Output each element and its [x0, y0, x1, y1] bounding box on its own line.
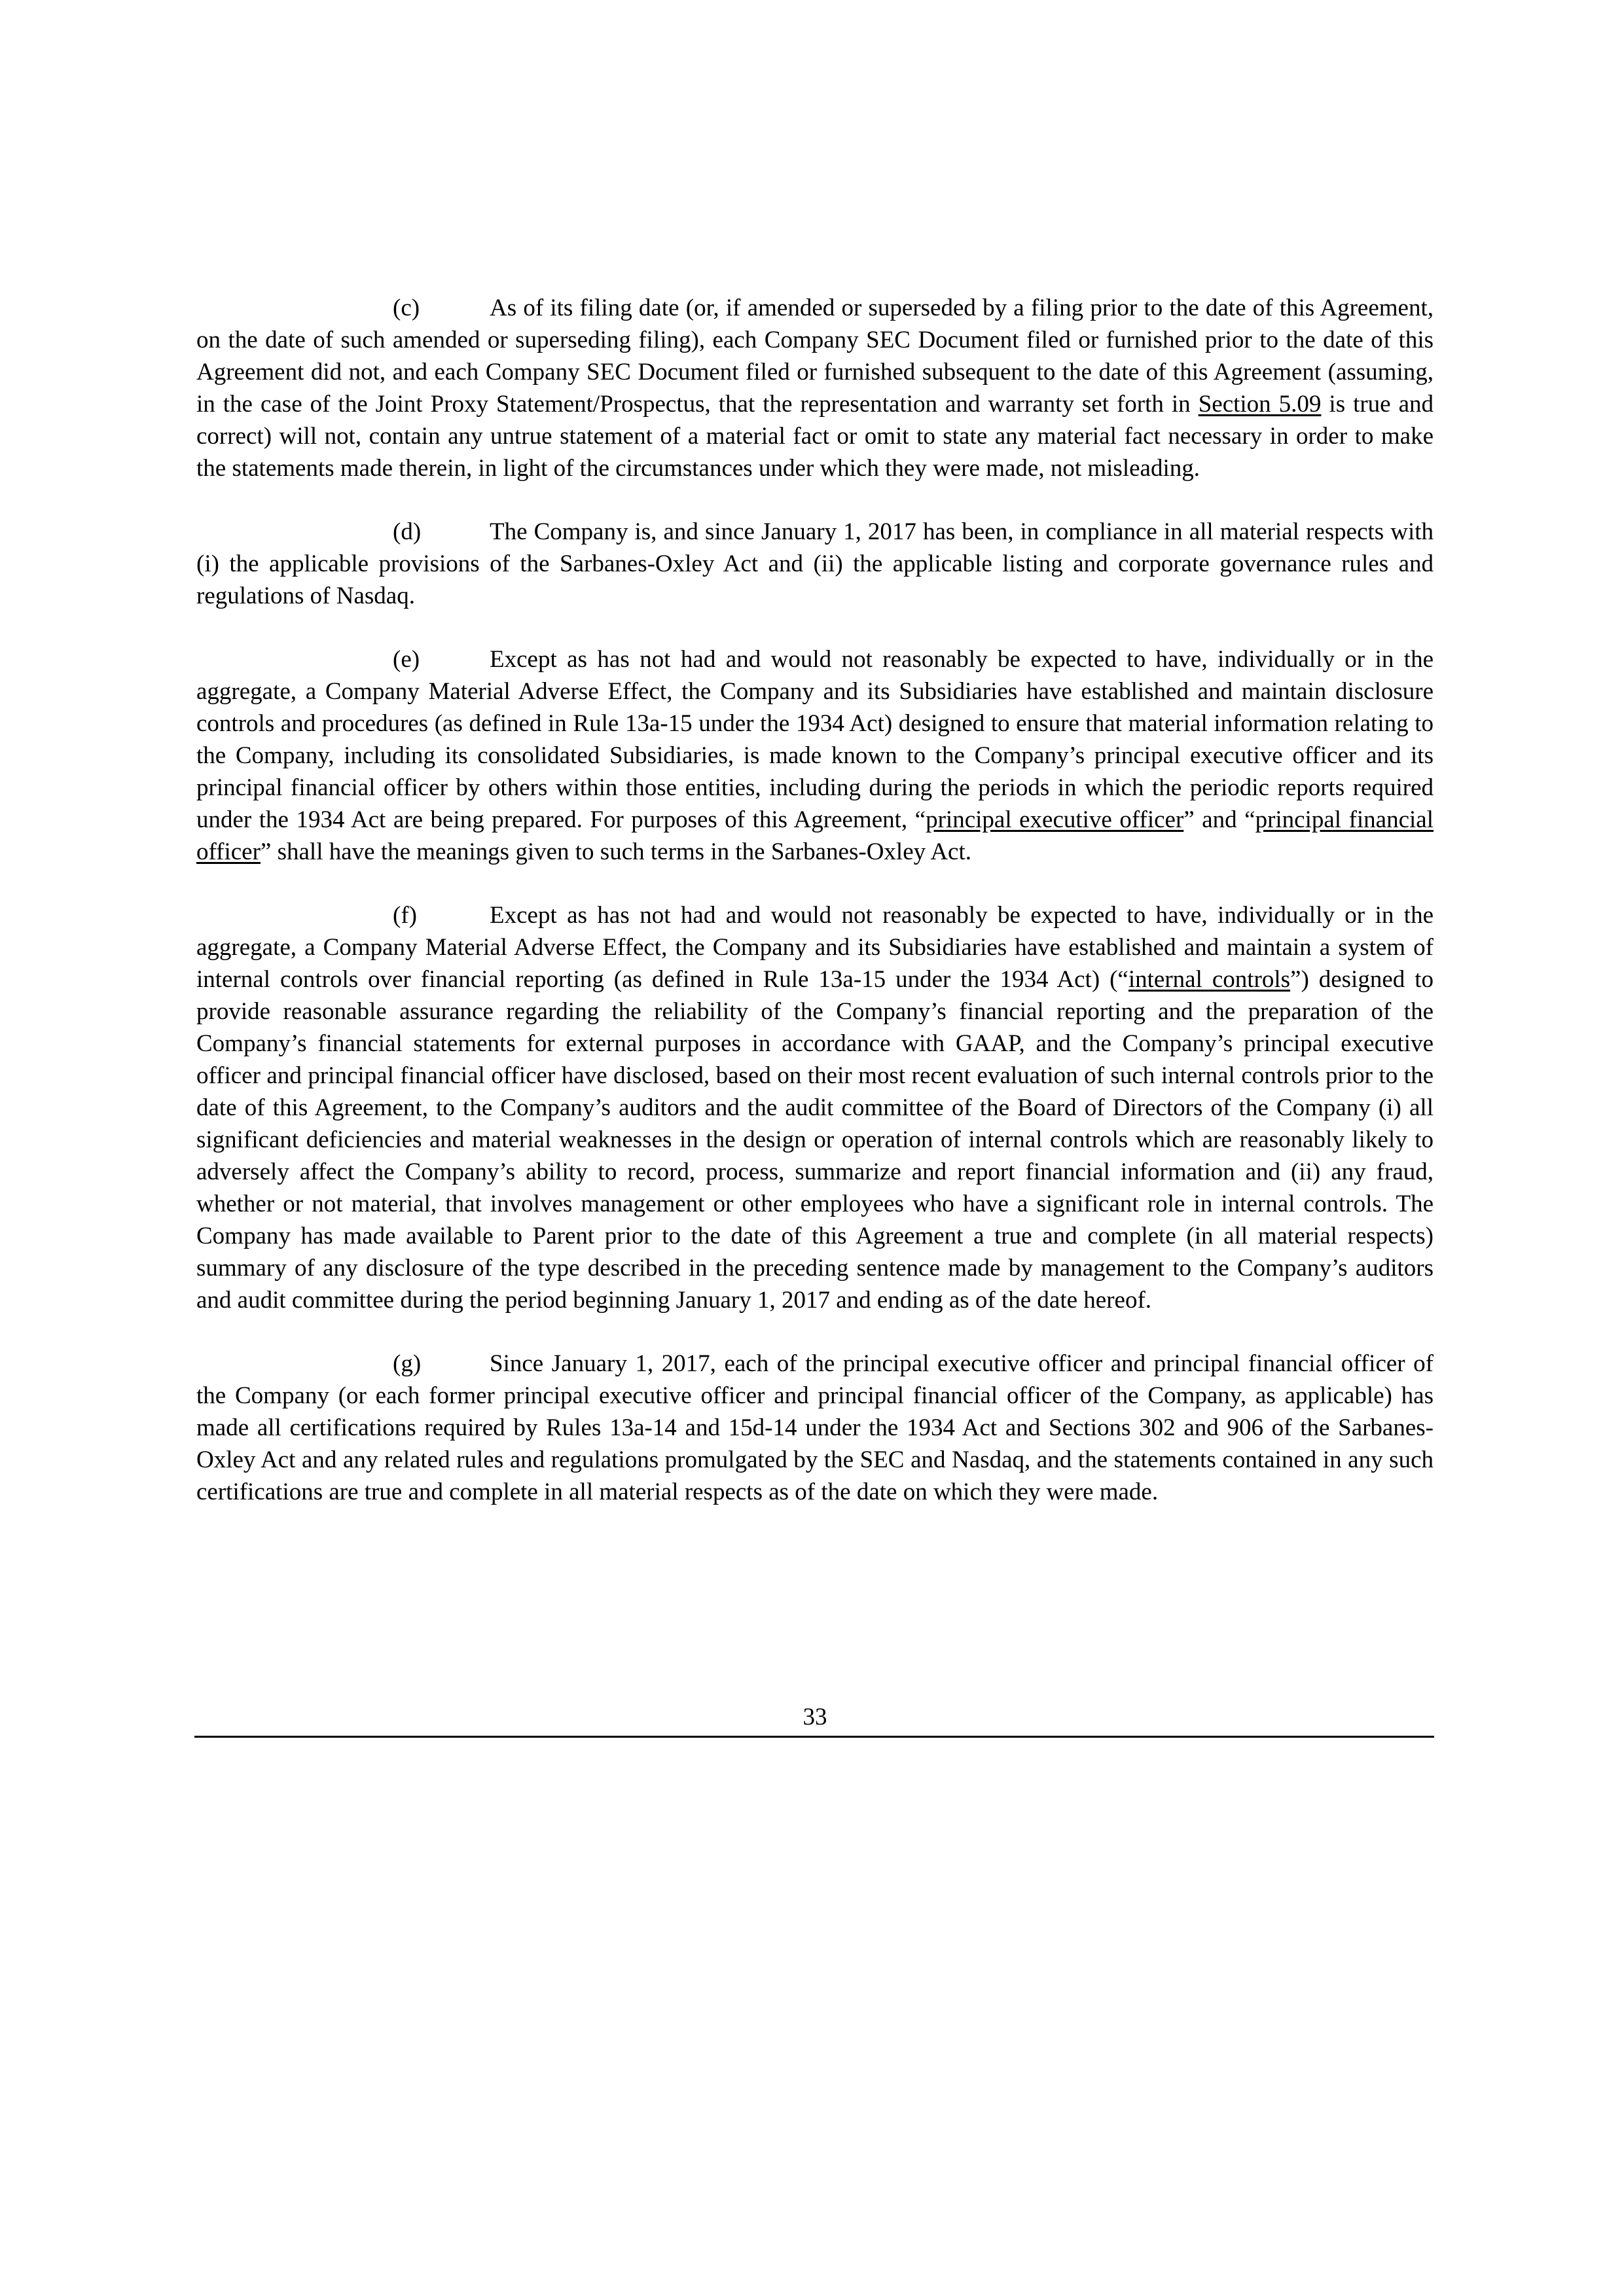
paragraph-label: (d) — [393, 518, 422, 545]
paragraph-text: ” and “ — [1183, 806, 1255, 833]
defined-term: principal executive officer — [926, 806, 1184, 833]
paragraph-text: Except as has not had and would not reasonably be expected to have, individually or in the aggregate, a Company Material Adverse Effect, the Company and its Subsidiaries have established and maintain disclosure controls and procedures (as defined in Rule 13a-15 under the 1934 Act) designed to ensure that material information relating to the Company, including its consolidated Subsidiaries, is made known to the Company’s principal executive officer and its principal financial officer by others within those entities, including during the periods in which the periodic reports required under the 1934 Act are being prepared. For purposes of this Agreement, “ — [196, 646, 1434, 833]
defined-term: internal controls — [1128, 966, 1291, 993]
paragraph-d — [196, 516, 1434, 612]
paragraph-e — [196, 643, 1434, 868]
document-body — [196, 292, 1434, 1539]
footer-divider — [194, 1736, 1434, 1738]
paragraph-text: ” shall have the meanings given to such terms in the Sarbanes-Oxley Act. — [260, 838, 972, 865]
defined-term-section-reference: Section 5.09 — [1198, 391, 1322, 418]
page-number: 33 — [803, 1704, 827, 1731]
paragraph-label: (e) — [393, 646, 420, 673]
paragraph-text: is true and correct) will not, contain any untrue statement of a material fact or omit to state any material fact necessary in order to make the statements made therein, in light of the circumstances under which they were made, not misleading. — [196, 391, 1434, 482]
paragraph-text: The Company is, and since January 1, 2017 has been, in compliance in all material respects with (i) the applicable provisions of the Sarbanes-Oxley Act and (ii) the applicable listing and corporate governance rules and regulations of Nasdaq. — [196, 518, 1434, 609]
defined-term: principal financial officer — [196, 806, 1434, 865]
paragraph-text: As of its filing date (or, if amended or superseded by a filing prior to the date of this Agreement, on the date of such amended or superseding filing), each Company SEC Document filed or furnished prior to the date of this Agreement did not, and each Company SEC Document filed or furnished subsequent to the date of this Agreement (assuming, in the case of the Joint Proxy Statement/Prospectus, that the representation and warranty set forth in — [196, 295, 1434, 418]
paragraph-label: (f) — [393, 902, 417, 929]
paragraph-g — [196, 1348, 1434, 1508]
paragraph-text: Since January 1, 2017, each of the principal executive officer and principal financial officer of the Company (or each former principal executive officer and principal financial officer of the Company, as applicable) has made all certifications required by Rules 13a-14 and 15d-14 under the 1934 Act and Sections 302 and 906 of the Sarbanes-Oxley Act and any related rules and regulations promulgated by the SEC and Nasdaq, and the statements contained in any such certifications are true and complete in all material respects as of the date on which they were made. — [196, 1350, 1434, 1505]
paragraph-label: (c) — [393, 295, 420, 321]
paragraph-c — [196, 292, 1434, 484]
paragraph-f — [196, 899, 1434, 1316]
paragraph-label: (g) — [393, 1350, 422, 1377]
paragraph-text: Except as has not had and would not reasonably be expected to have, individually or in the aggregate, a Company Material Adverse Effect, the Company and its Subsidiaries have established and maintain a system of internal controls over financial reporting (as defined in Rule 13a-15 under the 1934 Act) (“ — [196, 902, 1434, 993]
paragraph-text: ”) designed to provide reasonable assurance regarding the reliability of the Company’s financial reporting and the preparation of the Company’s financial statements for external purposes in accordance with GAAP, and the Company’s principal executive officer and principal financial officer have disclosed, based on their most recent evaluation of such internal controls prior to the date of this Agreement, to the Company’s auditors and the audit committee of the Board of Directors of the Company (i) all significant deficiencies and material weaknesses in the design or operation of internal controls which are reasonably likely to adversely affect the Company’s ability to record, process, summarize and report financial information and (ii) any fraud, whether or not material, that involves management or other employees who have a significant role in internal controls. The Company has made available to Parent prior to the date of this Agreement a true and complete (in all material respects) summary of any disclosure of the type described in the preceding sentence made by management to the Company’s auditors and audit committee during the period beginning January 1, 2017 and ending as of the date hereof. — [196, 966, 1434, 1314]
